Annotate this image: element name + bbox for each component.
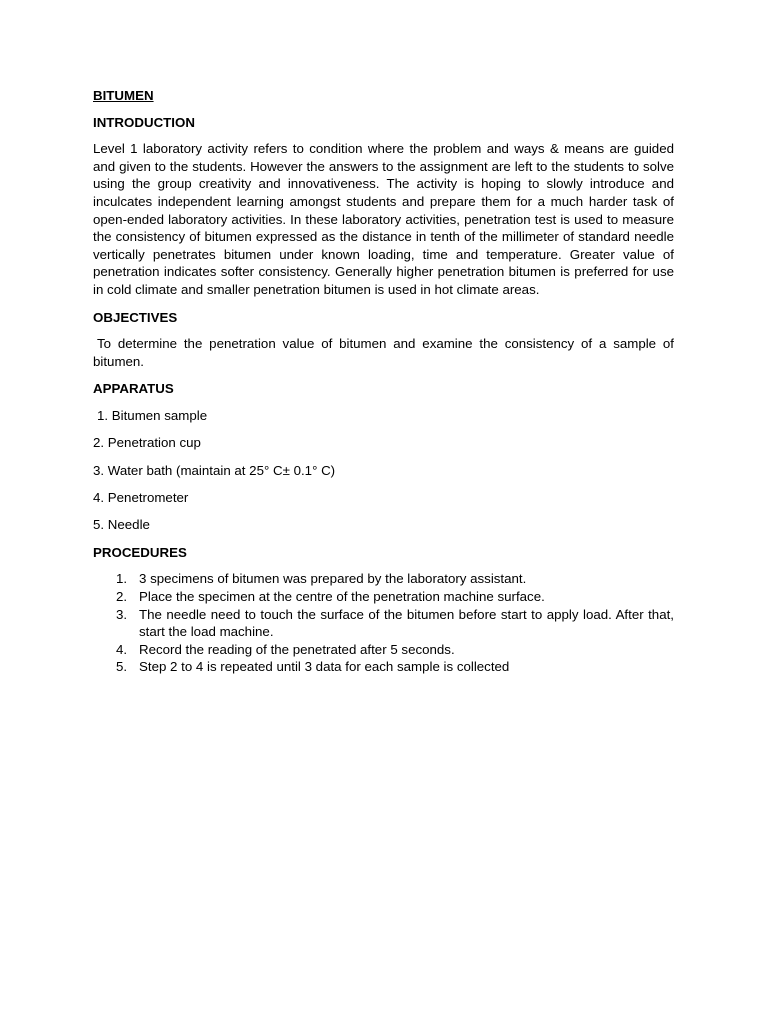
procedure-step-number: 3.	[116, 606, 128, 622]
procedures-heading: PROCEDURES	[93, 544, 187, 560]
procedure-step	[93, 606, 674, 641]
procedure-step-text: Record the reading of the penetrated after 5 seconds.	[139, 641, 455, 657]
introduction-heading: INTRODUCTION	[93, 114, 195, 130]
apparatus-item: 3. Water bath (maintain at 25° C± 0.1° C)	[93, 462, 336, 478]
procedure-step	[93, 641, 674, 659]
procedure-step	[93, 658, 674, 676]
procedure-step-text: The needle need to touch the surface of the bitumen before start to apply load. After that, start the load machine.	[139, 606, 674, 640]
apparatus-item: 1. Bitumen sample	[97, 407, 208, 423]
apparatus-item: 2. Penetration cup	[93, 435, 201, 451]
procedure-step	[93, 570, 674, 588]
apparatus-list	[93, 407, 674, 534]
procedure-step-number: 5.	[116, 659, 128, 675]
procedure-step-text: Place the specimen at the centre of the penetration machine surface.	[139, 589, 545, 605]
procedure-step-text: 3 specimens of bitumen was prepared by the laboratory assistant.	[139, 571, 527, 587]
objectives-heading: OBJECTIVES	[93, 309, 178, 325]
procedures-list	[93, 570, 674, 676]
apparatus-heading: APPARATUS	[93, 381, 174, 397]
procedure-step	[93, 588, 674, 606]
apparatus-item: 4. Penetrometer	[93, 490, 189, 506]
procedure-step-text: Step 2 to 4 is repeated until 3 data for each sample is collected	[139, 659, 510, 675]
procedure-step-number: 2.	[116, 589, 128, 605]
procedure-step-number: 1.	[116, 571, 128, 587]
objectives-paragraph: To determine the penetration value of bitumen and examine the consistency of a sample of bitumen.	[93, 336, 674, 369]
apparatus-item: 5. Needle	[93, 517, 150, 533]
introduction-paragraph: Level 1 laboratory activity refers to condition where the problem and ways & means are guided and given to the students. However the answers to the assignment are left to the students to solve using the group creativity and innovativeness. The activity is hoping to slowly introduce and inculcates independent learning amongst students and prepare them for a much harder task of open-ended laboratory activities. In these laboratory activities, penetration test is used to measure the consistency of bitumen expressed as the distance in tenth of the millimeter of standard needle vertically penetrates bitumen under known loading, time and temperature. Greater value of penetration indicates softer consistency. Generally higher penetration bitumen is preferred for use in cold climate and smaller penetration bitumen is used in hot climate areas.	[93, 141, 674, 297]
procedure-step-number: 4.	[116, 641, 128, 657]
document-title: BITUMEN	[93, 88, 154, 103]
